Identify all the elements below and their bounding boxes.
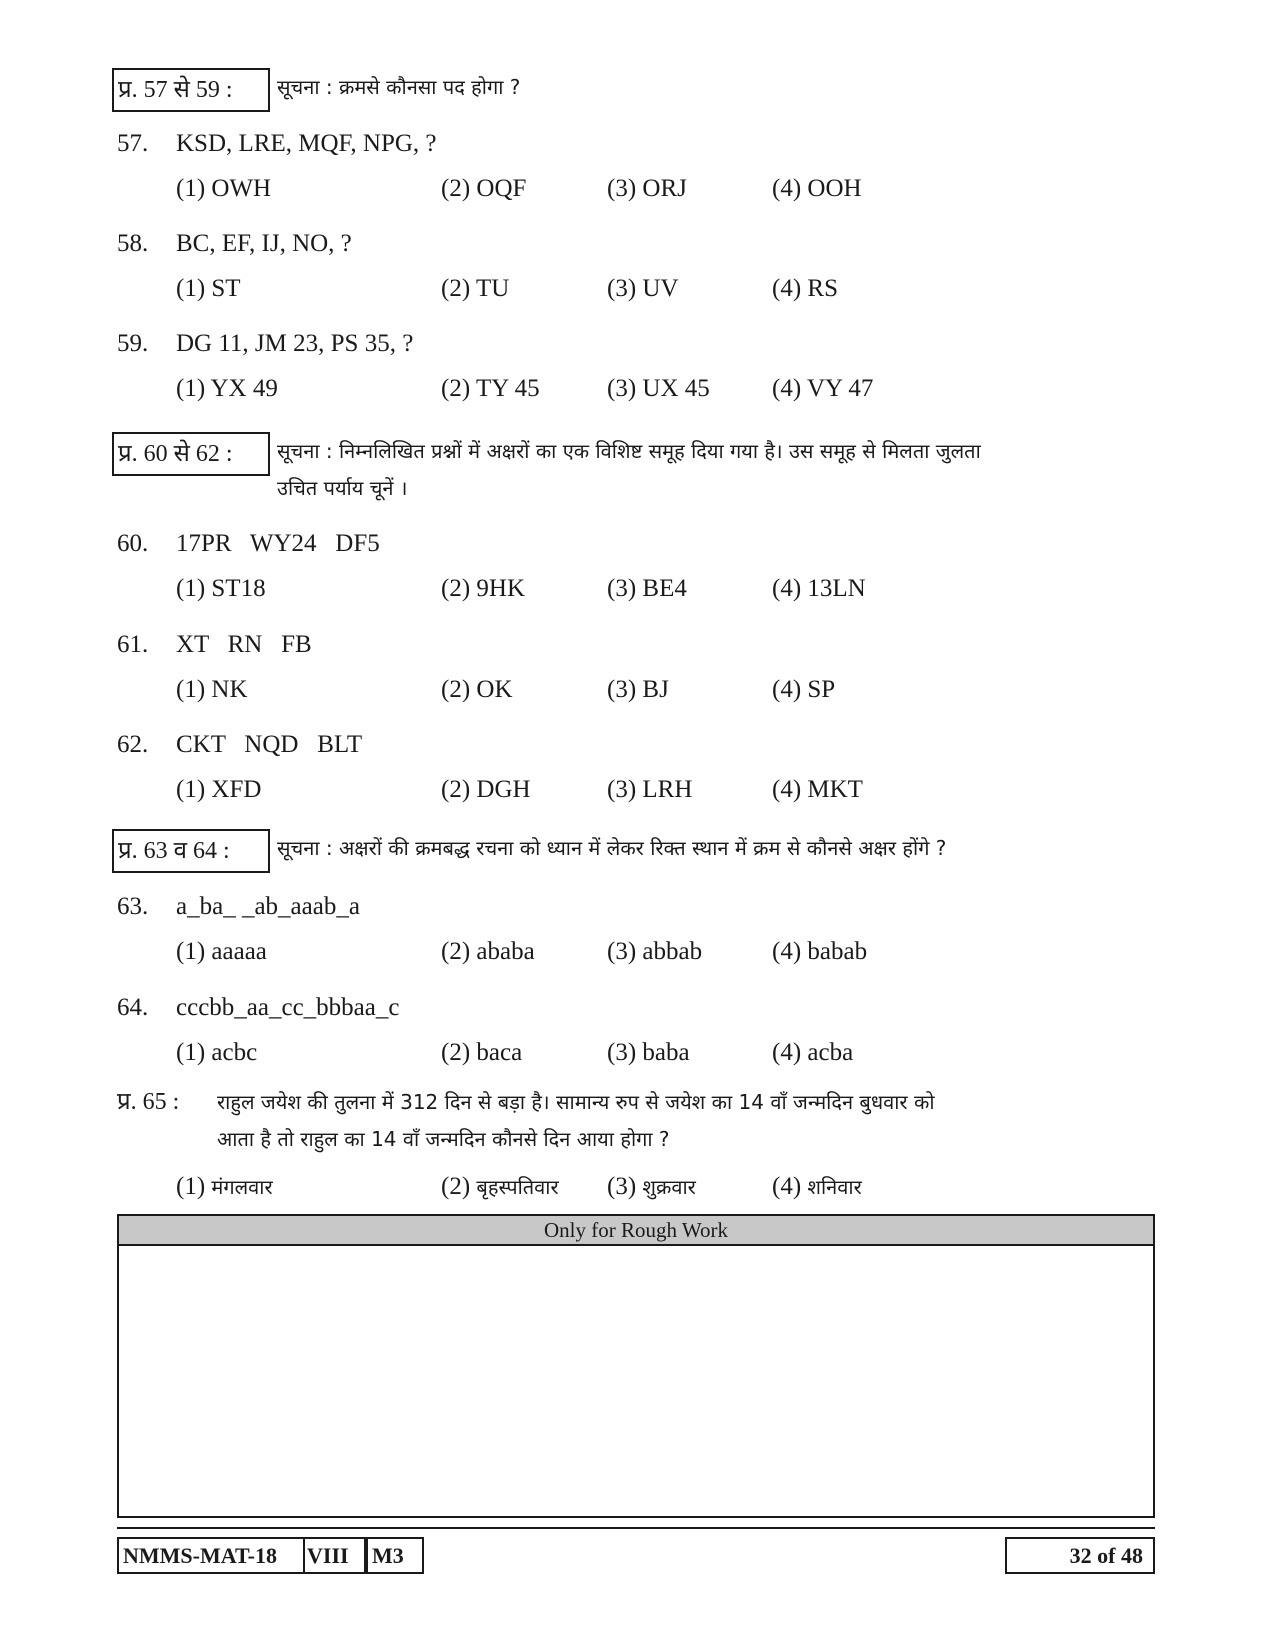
- option: (1) NK: [176, 676, 248, 703]
- option: (3) ORJ: [607, 175, 687, 202]
- option: (1) OWH: [176, 175, 272, 202]
- option: (4) 13LN: [772, 575, 866, 602]
- option: (4) acba: [772, 1039, 854, 1066]
- option: (3) abbab: [607, 938, 703, 965]
- option: (2) 9HK: [441, 575, 526, 602]
- option-text: शनिवार: [807, 1175, 862, 1199]
- question-number: 62.: [117, 731, 149, 758]
- option: (3) LRH: [607, 776, 693, 803]
- option: (3) UX 45: [607, 375, 710, 402]
- question-text: DG 11, JM 23, PS 35, ?: [176, 330, 414, 357]
- option: (4) RS: [772, 275, 838, 302]
- option: (4) SP: [772, 676, 836, 703]
- option-text: शुक्रवार: [642, 1175, 696, 1199]
- question-text: a_ba_ _ab_aaab_a: [176, 893, 360, 920]
- option: (4) OOH: [772, 175, 862, 202]
- question-text: KSD, LRE, MQF, NPG, ?: [176, 130, 437, 157]
- option: (3) baba: [607, 1039, 690, 1066]
- option: (3) BE4: [607, 575, 687, 602]
- question-text: CKT NQD BLT: [176, 731, 363, 758]
- question-text: BC, EF, IJ, NO, ?: [176, 230, 352, 257]
- section-instruction: सूचना : क्रमसे कौनसा पद होगा ?: [277, 75, 521, 99]
- option: [176, 1173, 273, 1201]
- option: (2) ababa: [441, 938, 535, 965]
- section-label: प्र. 57 से 59 :: [118, 77, 233, 103]
- option: (3) BJ: [607, 676, 669, 703]
- option: (2) OK: [441, 676, 513, 703]
- rough-work-box: [117, 1214, 1155, 1518]
- option-text: मंगलवार: [211, 1175, 273, 1199]
- footer-divider: [117, 1527, 1155, 1529]
- question-number: 61.: [117, 631, 149, 658]
- footer-class: VIII: [303, 1537, 366, 1574]
- option: (1) ST: [176, 275, 241, 302]
- option: (4) VY 47: [772, 375, 874, 402]
- option: (2) TY 45: [441, 375, 540, 402]
- option-number: (4): [772, 1173, 802, 1200]
- option: (4) babab: [772, 938, 868, 965]
- option-number: (2): [441, 1173, 471, 1200]
- option: (2) OQF: [441, 175, 527, 202]
- option-number: (1): [176, 1173, 206, 1200]
- option: (4) MKT: [772, 776, 863, 803]
- question-text: cccbb_aa_cc_bbbaa_c: [176, 994, 400, 1021]
- footer-exam-code: NMMS-MAT-18: [117, 1537, 305, 1574]
- option: [772, 1173, 862, 1201]
- option: [441, 1173, 559, 1201]
- question-65-label: प्र. 65 :: [117, 1089, 180, 1115]
- question-text: XT RN FB: [176, 631, 312, 658]
- question-number: 59.: [117, 330, 149, 357]
- option: (1) YX 49: [176, 375, 278, 402]
- question-number: 58.: [117, 230, 149, 257]
- question-number: 60.: [117, 530, 149, 557]
- option: (3) UV: [607, 275, 679, 302]
- footer-page-number: 32 of 48: [1005, 1537, 1155, 1574]
- option: (2) DGH: [441, 776, 531, 803]
- section-instruction: सूचना : अक्षरों की क्रमबद्ध रचना को ध्यान में लेकर रिक्त स्थान में क्रम से कौनसे अक्षर होंगे ?: [277, 836, 947, 860]
- option: (2) baca: [441, 1039, 523, 1066]
- question-65-text-line1: राहुल जयेश की तुलना में 312 दिन से बड़ा है। सामान्य रुप से जयेश का 14 वाँ जन्मदिन बुधवार को: [217, 1090, 935, 1114]
- question-number: 64.: [117, 994, 149, 1021]
- option: [607, 1173, 696, 1201]
- footer-medium: M3: [366, 1537, 424, 1574]
- section-instruction: सूचना : निम्नलिखित प्रश्नों में अक्षरों का एक विशिष्ट समूह दिया गया है। उस समूह से मिलता जुलता: [277, 439, 981, 463]
- section-label-box: [112, 432, 270, 476]
- question-text: 17PR WY24 DF5: [176, 530, 380, 557]
- option: (2) TU: [441, 275, 510, 302]
- section-label: प्र. 63 व 64 :: [118, 838, 230, 864]
- question-65-text-line2: आता है तो राहुल का 14 वाँ जन्मदिन कौनसे दिन आया होगा ?: [217, 1127, 670, 1151]
- section-label: प्र. 60 से 62 :: [118, 441, 233, 467]
- option: (1) XFD: [176, 776, 262, 803]
- section-instruction-cont: उचित पर्याय चूनें ।: [277, 476, 408, 500]
- question-number: 63.: [117, 893, 149, 920]
- question-number: 57.: [117, 130, 149, 157]
- option-text: बृहस्पतिवार: [476, 1175, 559, 1199]
- rough-work-title: Only for Rough Work: [119, 1216, 1153, 1246]
- option: (1) ST18: [176, 575, 266, 602]
- option: (1) aaaaa: [176, 938, 267, 965]
- option-number: (3): [607, 1173, 637, 1200]
- option: (1) acbc: [176, 1039, 258, 1066]
- section-label-box: [112, 829, 270, 873]
- section-label-box: [112, 68, 270, 112]
